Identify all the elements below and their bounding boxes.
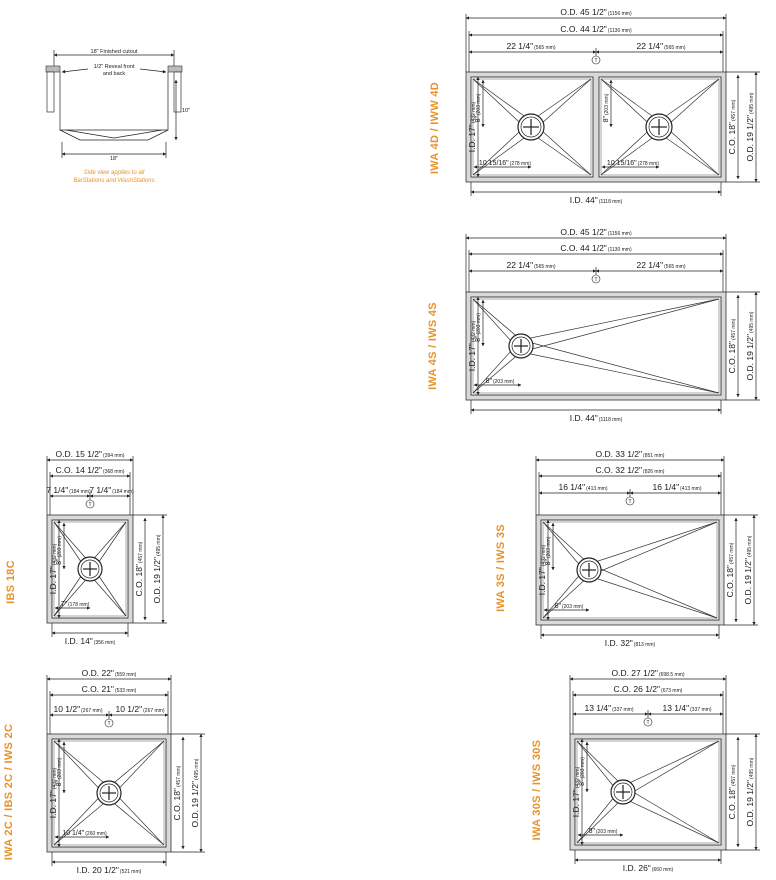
- drain-horizontal-label: [555, 603, 584, 610]
- od-width-group: [611, 668, 684, 678]
- half-right-label: [636, 260, 685, 270]
- od-width-label: [82, 668, 137, 678]
- od-height-value: O.D. 19 1/2": [743, 557, 753, 605]
- id-width-mm: (1118 mm): [598, 417, 623, 423]
- od-height-group: [743, 535, 753, 604]
- side-cutout-label: 18" Finished cutout: [90, 49, 138, 55]
- co-height-group: [727, 318, 737, 373]
- half-right-mm: (565 mm): [664, 264, 686, 270]
- half-right-value: 7 1/4": [89, 485, 112, 495]
- drain-vertical-label: [603, 93, 610, 122]
- id-width-group: [623, 863, 674, 873]
- half-right-value: 22 1/4": [636, 41, 664, 51]
- sink-iwa4d: [429, 7, 760, 205]
- half-left-value: 10 1/2": [53, 704, 81, 714]
- od-height-label: [745, 311, 755, 380]
- drain-vertical-value: 8": [56, 558, 63, 565]
- co-width-mm: (368 mm): [103, 469, 125, 475]
- od-width-group: [560, 7, 632, 17]
- drain-horizontal-value: 7": [60, 601, 67, 608]
- od-height-value: O.D. 19 1/2": [745, 333, 755, 381]
- half-right-mm: (267 mm): [143, 708, 165, 714]
- sink-iwa4s: [427, 227, 760, 423]
- drain-horizontal-group: [61, 601, 90, 608]
- co-width-label: [596, 465, 665, 475]
- drain-horizontal-mm: (203 mm): [595, 829, 618, 835]
- od-width-label: [560, 7, 632, 17]
- od-width-mm: (394 mm): [103, 453, 125, 459]
- center-mark-label: T: [594, 277, 598, 283]
- half-left-group: [558, 482, 607, 492]
- od-width-value: O.D. 45 1/2": [560, 227, 607, 237]
- drain-vertical-group: [603, 93, 610, 122]
- drain-horizontal-value: 8": [554, 603, 561, 610]
- id-width-label: [77, 865, 142, 875]
- half-right-group: [652, 482, 701, 492]
- co-height-mm: (457 mm): [731, 318, 737, 341]
- co-height-group: [727, 99, 737, 154]
- half-left-group: [53, 704, 102, 714]
- side-height-label: 10": [182, 108, 191, 114]
- od-height-mm: (495 mm): [749, 311, 755, 333]
- half-right-group: [115, 704, 164, 714]
- half-left-group: [584, 703, 633, 713]
- od-height-value: O.D. 19 1/2": [190, 780, 200, 828]
- od-width-group: [596, 449, 665, 459]
- id-width-group: [77, 865, 142, 875]
- drain-horizontal-label: [589, 828, 618, 835]
- co-width-value: C.O. 44 1/2": [560, 243, 607, 253]
- od-height-mm: (495 mm): [194, 758, 200, 780]
- drain-horizontal-group: [589, 828, 618, 835]
- id-height-mm: (432 mm): [471, 101, 477, 124]
- id-height-value: I.D. 17": [537, 567, 547, 596]
- drain-vertical-mm: (203 mm): [476, 313, 482, 335]
- drain-vertical-value: 8": [475, 116, 482, 123]
- co-width-label: [560, 243, 632, 253]
- drain-horizontal-group: [486, 378, 515, 385]
- half-right-value: 10 1/2": [115, 704, 143, 714]
- od-width-label: [596, 449, 665, 459]
- od-height-mm: (495 mm): [747, 535, 753, 557]
- drain-horizontal-value: 8": [588, 828, 595, 835]
- co-height-label: [134, 541, 144, 596]
- drain-vertical-mm: (203 mm): [57, 536, 63, 558]
- drain-horizontal-value: 10 15/16": [606, 160, 637, 167]
- half-right-value: 22 1/4": [636, 260, 664, 270]
- side-note-1: Side view applies to all: [83, 170, 145, 176]
- co-width-group: [56, 465, 125, 475]
- half-left-group: [46, 485, 91, 495]
- half-left-value: 7 1/4": [46, 485, 69, 495]
- id-width-mm: (521 mm): [119, 869, 142, 875]
- half-left-group: [506, 41, 555, 51]
- co-height-value: C.O. 18": [727, 341, 737, 374]
- model-label: IWA 4S / IWS 4S: [427, 302, 439, 390]
- co-height-label: [172, 765, 182, 820]
- drain-horizontal-group: [607, 160, 659, 167]
- drain-horizontal-label: [479, 160, 531, 167]
- od-height-group: [745, 757, 755, 826]
- half-right-mm: (337 mm): [690, 707, 712, 713]
- drain-horizontal-value: 10 1/4": [62, 830, 85, 837]
- od-width-mm: (1156 mm): [607, 11, 632, 17]
- center-mark-label: T: [628, 499, 632, 505]
- co-height-mm: (457 mm): [731, 99, 737, 122]
- id-height-mm: (432 mm): [471, 320, 477, 343]
- id-width-value: I.D. 32": [604, 638, 633, 648]
- half-left-value: 13 1/4": [584, 703, 612, 713]
- co-width-mm: (1130 mm): [607, 28, 632, 34]
- sink-iwa30s: [531, 668, 760, 873]
- model-label: IBS 18C: [5, 560, 17, 604]
- half-left-mm: (565 mm): [534, 264, 556, 270]
- half-left-label: [584, 703, 633, 713]
- half-left-value: 22 1/4": [506, 41, 534, 51]
- id-width-group: [605, 638, 656, 648]
- id-height-mm: (432 mm): [541, 544, 547, 567]
- drain-horizontal-mm: (278 mm): [509, 161, 532, 167]
- id-height-value: I.D. 17": [467, 124, 477, 153]
- od-height-label: [190, 758, 200, 827]
- half-right-value: 13 1/4": [662, 703, 690, 713]
- od-width-label: [611, 668, 684, 678]
- half-left-mm: (184 mm): [69, 489, 91, 495]
- side-reveal-label-2: and back: [102, 71, 126, 77]
- co-height-mm: (457 mm): [176, 765, 182, 788]
- model-label: IWA 3S / IWS 3S: [495, 524, 507, 612]
- co-height-value: C.O. 18": [725, 565, 735, 598]
- half-right-label: [636, 41, 685, 51]
- sink-ibs18c: [5, 449, 167, 646]
- side-note-2: BarStations and WashStations: [73, 178, 155, 184]
- co-height-value: C.O. 18": [727, 122, 737, 155]
- co-height-value: C.O. 18": [134, 564, 144, 597]
- co-height-value: C.O. 18": [172, 788, 182, 821]
- co-width-label: [560, 24, 632, 34]
- co-height-value: C.O. 18": [727, 787, 737, 820]
- od-height-value: O.D. 19 1/2": [745, 114, 755, 162]
- co-width-mm: (1130 mm): [607, 247, 632, 253]
- co-height-label: [727, 318, 737, 373]
- half-left-label: [53, 704, 102, 714]
- model-label: IWA 30S / IWS 30S: [531, 739, 543, 841]
- drain-vertical-value: 8": [603, 116, 610, 123]
- od-height-value: O.D. 19 1/2": [745, 779, 755, 827]
- drain-vertical-value: 8": [475, 335, 482, 342]
- co-width-value: C.O. 26 1/2": [613, 684, 661, 694]
- co-width-group: [614, 684, 683, 694]
- half-right-group: [636, 41, 685, 51]
- od-width-group: [82, 668, 137, 678]
- co-width-group: [560, 24, 632, 34]
- od-height-group: [745, 92, 755, 161]
- id-width-label: [570, 195, 623, 205]
- drain-vertical-mm: (203 mm): [57, 757, 63, 780]
- half-left-label: [558, 482, 607, 492]
- od-height-label: [152, 534, 162, 603]
- drain-horizontal-mm: (260 mm): [85, 831, 107, 837]
- half-right-group: [662, 703, 711, 713]
- co-width-value: C.O. 44 1/2": [560, 24, 607, 34]
- co-width-value: C.O. 32 1/2": [595, 465, 643, 475]
- half-left-mm: (337 mm): [612, 707, 634, 713]
- co-height-mm: (457 mm): [729, 542, 735, 565]
- co-height-label: [727, 764, 737, 819]
- od-width-group: [56, 449, 125, 459]
- model-label: IWA 2C / IBS 2C / IWS 2C: [3, 723, 15, 861]
- id-width-mm: (813 mm): [633, 642, 656, 648]
- drain-vertical-value: 8": [545, 559, 552, 566]
- drain-horizontal-label: [62, 830, 107, 837]
- half-left-label: [506, 41, 555, 51]
- od-width-mm: (559 mm): [114, 672, 137, 678]
- co-width-label: [82, 684, 137, 694]
- center-mark-label: T: [107, 721, 111, 727]
- id-height-mm: (432 mm): [575, 766, 581, 789]
- od-height-group: [745, 311, 755, 380]
- co-width-mm: (826 mm): [643, 469, 665, 475]
- od-width-label: [56, 449, 125, 459]
- co-width-group: [560, 243, 632, 253]
- id-height-mm: (432 mm): [52, 543, 58, 566]
- co-height-mm: (457 mm): [138, 541, 144, 564]
- drain-horizontal-mm: (278 mm): [637, 161, 660, 167]
- drain-vertical-value: 8": [579, 779, 586, 786]
- model-label: IWA 4D / IWW 4D: [429, 81, 441, 175]
- half-left-value: 16 1/4": [558, 482, 586, 492]
- od-width-value: O.D. 22": [81, 668, 114, 678]
- od-width-value: O.D. 33 1/2": [595, 449, 643, 459]
- od-width-mm: (698.5 mm): [658, 672, 685, 678]
- od-height-mm: (495 mm): [749, 757, 755, 779]
- sink-iwa3s: [495, 449, 758, 648]
- drain-horizontal-group: [62, 830, 107, 837]
- half-left-group: [506, 260, 555, 270]
- od-width-mm: (851 mm): [643, 453, 665, 459]
- drain-horizontal-label: [61, 601, 90, 608]
- half-left-mm: (565 mm): [534, 45, 556, 51]
- half-right-group: [89, 485, 134, 495]
- od-height-mm: (495 mm): [749, 92, 755, 114]
- half-right-label: [115, 704, 164, 714]
- drain-vertical-mm: (203 mm): [580, 757, 586, 779]
- id-width-group: [65, 636, 116, 646]
- id-width-value: I.D. 26": [622, 863, 651, 873]
- od-width-value: O.D. 27 1/2": [611, 668, 658, 678]
- co-width-label: [56, 465, 125, 475]
- id-width-mm: (356 mm): [93, 640, 116, 646]
- co-height-label: [725, 542, 735, 597]
- half-right-group: [636, 260, 685, 270]
- half-right-label: [652, 482, 701, 492]
- drain-horizontal-group: [479, 160, 531, 167]
- od-width-mm: (1156 mm): [607, 231, 632, 237]
- half-right-value: 16 1/4": [652, 482, 680, 492]
- id-width-mm: (660 mm): [651, 867, 674, 873]
- id-width-value: I.D. 44": [569, 413, 598, 423]
- co-height-group: [727, 764, 737, 819]
- co-height-mm: (457 mm): [731, 764, 737, 787]
- half-left-value: 22 1/4": [506, 260, 534, 270]
- drain-vertical-mm: (203 mm): [476, 93, 482, 116]
- id-width-value: I.D. 14": [64, 636, 93, 646]
- side-width-label: 18": [109, 156, 119, 162]
- id-width-label: [65, 636, 116, 646]
- od-height-mm: (495 mm): [156, 534, 162, 556]
- co-height-group: [134, 541, 144, 596]
- side-view: [46, 49, 190, 184]
- id-height-mm: (432 mm): [52, 767, 58, 790]
- co-width-group: [82, 684, 137, 694]
- drain-vertical-mm: (203 mm): [546, 536, 552, 559]
- half-left-label: [506, 260, 555, 270]
- drain-vertical-mm: (203 mm): [604, 93, 610, 116]
- drain-horizontal-label: [607, 160, 659, 167]
- id-width-mm: (1118 mm): [598, 199, 623, 205]
- od-height-group: [152, 534, 162, 603]
- id-width-group: [570, 195, 623, 205]
- half-right-mm: (184 mm): [112, 489, 134, 495]
- sink-iwa2c: [3, 668, 205, 875]
- co-width-group: [596, 465, 665, 475]
- id-height-value: I.D. 17": [48, 790, 58, 819]
- center-mark-label: T: [594, 58, 598, 64]
- side-reveal-label: 1/2" Reveal front: [93, 64, 135, 70]
- half-right-label: [89, 485, 134, 495]
- co-width-mm: (533 mm): [114, 688, 137, 694]
- drain-horizontal-group: [555, 603, 584, 610]
- half-right-label: [662, 703, 711, 713]
- half-left-mm: (413 mm): [586, 486, 608, 492]
- co-width-mm: (673 mm): [661, 688, 683, 694]
- id-width-label: [623, 863, 674, 873]
- center-mark-label: T: [646, 720, 650, 726]
- od-height-group: [190, 758, 200, 827]
- drain-horizontal-mm: (203 mm): [561, 604, 584, 610]
- drain-horizontal-mm: (178 mm): [67, 602, 90, 608]
- id-width-label: [605, 638, 656, 648]
- od-height-value: O.D. 19 1/2": [152, 556, 162, 604]
- half-left-mm: (267 mm): [81, 708, 103, 714]
- od-width-label: [560, 227, 632, 237]
- co-width-value: C.O. 14 1/2": [55, 465, 103, 475]
- co-height-label: [727, 99, 737, 154]
- id-height-value: I.D. 17": [571, 789, 581, 818]
- id-width-group: [570, 413, 623, 423]
- id-height-value: I.D. 17": [467, 343, 477, 372]
- od-width-value: O.D. 45 1/2": [560, 7, 607, 17]
- id-width-label: [570, 413, 623, 423]
- od-height-label: [743, 535, 753, 604]
- center-mark-label: T: [88, 502, 92, 508]
- drain-horizontal-mm: (203 mm): [492, 379, 515, 385]
- od-width-group: [560, 227, 632, 237]
- od-width-value: O.D. 15 1/2": [55, 449, 103, 459]
- drain-horizontal-value: 10 15/16": [478, 160, 509, 167]
- id-width-value: I.D. 20 1/2": [76, 865, 119, 875]
- half-right-mm: (413 mm): [680, 486, 702, 492]
- id-width-value: I.D. 44": [569, 195, 598, 205]
- drain-vertical-value: 8": [56, 780, 63, 787]
- od-height-label: [745, 757, 755, 826]
- od-height-label: [745, 92, 755, 161]
- half-right-mm: (565 mm): [664, 45, 686, 51]
- co-width-value: C.O. 21": [81, 684, 114, 694]
- co-height-group: [172, 765, 182, 820]
- drain-horizontal-label: [486, 378, 515, 385]
- drain-horizontal-value: 8": [485, 378, 492, 385]
- co-width-label: [614, 684, 683, 694]
- half-left-label: [46, 485, 91, 495]
- id-height-value: I.D. 17": [48, 566, 58, 595]
- co-height-group: [725, 542, 735, 597]
